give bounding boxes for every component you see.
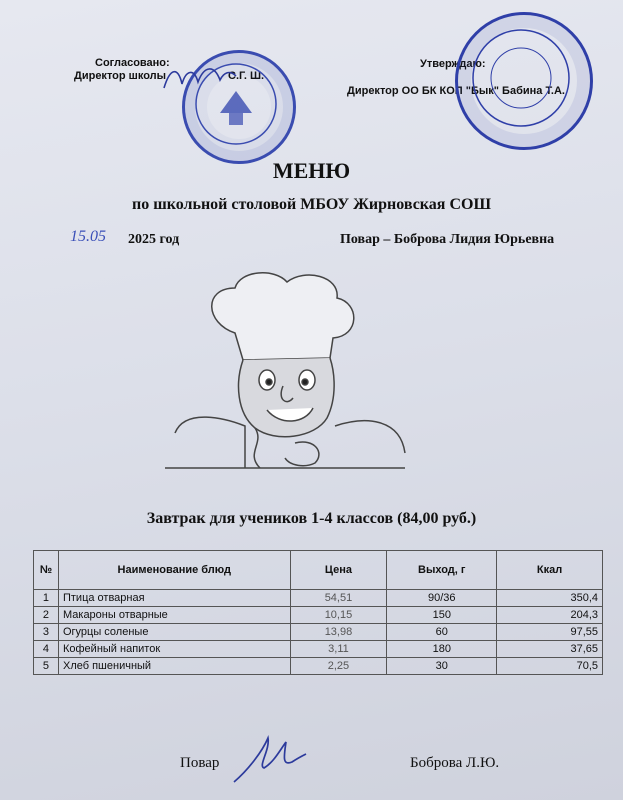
row-number: 1 (34, 590, 59, 607)
dish-name: Птица отварная (58, 590, 290, 607)
col-header-price: Цена (290, 551, 387, 590)
organization-stamp (455, 12, 593, 150)
cook-line: Повар – Боброва Лидия Юрьевна (340, 232, 555, 247)
col-header-yield: Выход, г (387, 551, 497, 590)
row-number: 4 (34, 641, 59, 658)
dish-yield: 60 (387, 624, 497, 641)
meal-heading: Завтрак для учеников 1-4 классов (84,00 руб.) (146, 510, 477, 527)
row-number: 5 (34, 658, 59, 675)
dish-kcal: 350,4 (497, 590, 603, 607)
subtitle: по школьной столовой МБОУ Жирновская СОШ (131, 196, 492, 213)
dish-kcal: 97,55 (497, 624, 603, 641)
dish-name: Огурцы соленые (58, 624, 290, 641)
director-school-initials: С.Г. Ш. (228, 70, 265, 82)
director-signature (160, 58, 240, 98)
dish-kcal: 204,3 (497, 607, 603, 624)
dish-name: Макароны отварные (58, 607, 290, 624)
dish-name: Хлеб пшеничный (58, 658, 290, 675)
dish-kcal: 37,65 (497, 641, 603, 658)
dish-price: 13,98 (290, 624, 387, 641)
row-number: 3 (34, 624, 59, 641)
dish-kcal: 70,5 (497, 658, 603, 675)
dish-price: 54,51 (290, 590, 387, 607)
dish-yield: 30 (387, 658, 497, 675)
footer-cook-name: Боброва Л.Ю. (410, 755, 500, 771)
director-school: Директор школы (74, 70, 167, 82)
dish-price: 10,15 (290, 607, 387, 624)
dish-price: 2,25 (290, 658, 387, 675)
dish-yield: 180 (387, 641, 497, 658)
table-row (34, 624, 603, 641)
row-number: 2 (34, 607, 59, 624)
table-header-row (34, 551, 603, 590)
table-row (34, 590, 603, 607)
col-header-dish: Наименование блюд (58, 551, 290, 590)
col-header-kcal: Ккал (497, 551, 603, 590)
dish-price: 3,11 (290, 641, 387, 658)
footer-cook-label: Повар (180, 755, 220, 771)
col-header-number: № (34, 551, 59, 590)
dish-yield: 90/36 (387, 590, 497, 607)
table-row (34, 641, 603, 658)
date-year: 2025 год (128, 232, 180, 247)
agreed-label: Согласовано: (95, 57, 170, 69)
cook-signature (228, 732, 308, 787)
table-row (34, 607, 603, 624)
page-title: МЕНЮ (272, 158, 351, 183)
director-org: Директор ОО БК КОП "Бык" Бабина Т.А. (347, 85, 565, 97)
dish-name: Кофейный напиток (58, 641, 290, 658)
table-row (34, 658, 603, 675)
menu-table (33, 550, 603, 675)
chef-illustration (165, 268, 415, 483)
date-handwritten: 15.05 (70, 228, 106, 245)
dish-yield: 150 (387, 607, 497, 624)
approved-label: Утверждаю: (420, 58, 486, 70)
